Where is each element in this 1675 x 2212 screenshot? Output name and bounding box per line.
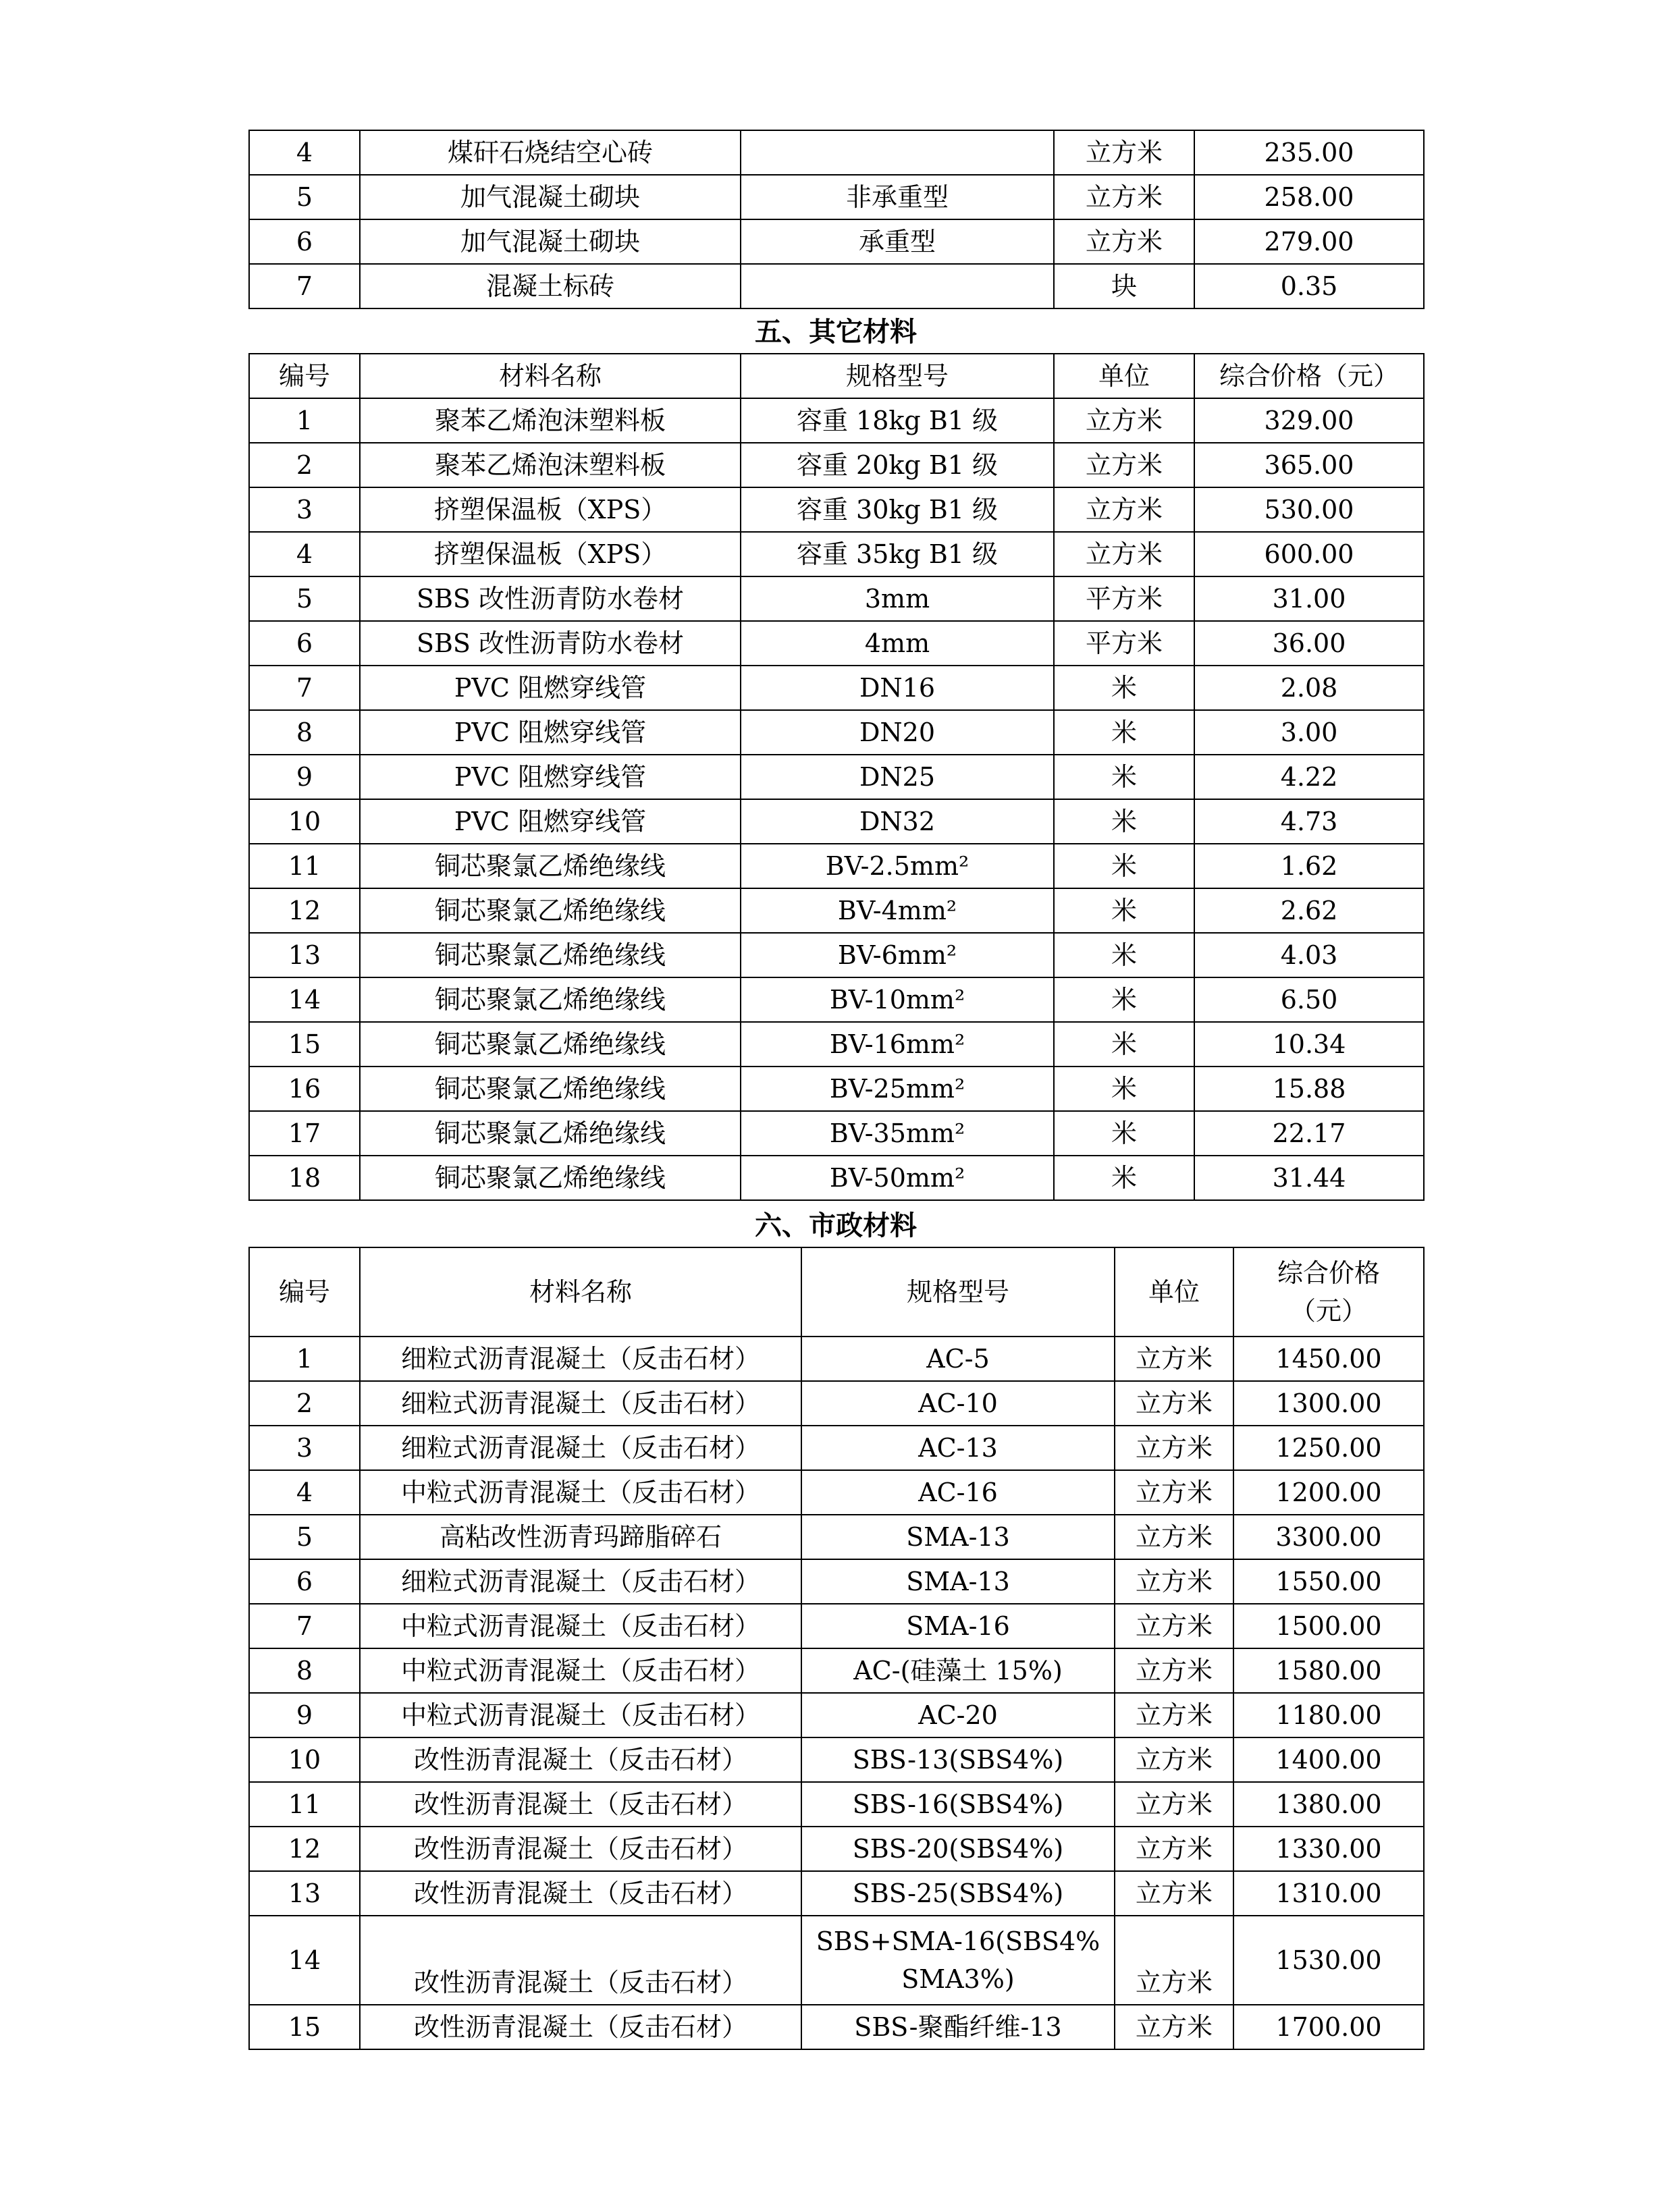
table-row: [249, 1827, 1424, 1871]
cell-price: 1330.00: [1233, 1827, 1424, 1871]
cell-spec: AC-13: [801, 1426, 1115, 1470]
header-unit: 单位: [1115, 1247, 1233, 1337]
cell-name: 中粒式沥青混凝土（反击石材）: [360, 1693, 801, 1737]
cell-unit: 米: [1054, 755, 1194, 799]
cell-no: 7: [249, 666, 360, 710]
cell-unit: 立方米: [1115, 1515, 1233, 1559]
cell-spec: SMA-16: [801, 1604, 1115, 1648]
cell-name: 细粒式沥青混凝土（反击石材）: [360, 1337, 801, 1381]
cell-name: SBS 改性沥青防水卷材: [360, 621, 741, 666]
cell-spec: DN32: [741, 799, 1054, 844]
cell-no: 8: [249, 710, 360, 755]
cell-no: 5: [249, 175, 360, 219]
cell-spec-line2: SMA3%): [901, 1964, 1015, 1994]
cell-name: 改性沥青混凝土（反击石材）: [360, 1737, 801, 1782]
cell-spec: 容重 20kg B1 级: [741, 443, 1054, 487]
cell-spec: BV-10mm²: [741, 977, 1054, 1022]
cell-spec: BV-50mm²: [741, 1156, 1054, 1200]
cell-unit: 米: [1054, 666, 1194, 710]
cell-unit: 立方米: [1115, 1470, 1233, 1515]
cell-spec: SBS-13(SBS4%): [801, 1737, 1115, 1782]
cell-no: 14: [249, 1916, 360, 2005]
cell-unit: 立方米: [1115, 1693, 1233, 1737]
other-materials-table: [248, 353, 1425, 1201]
cell-name: 高粘改性沥青玛蹄脂碎石: [360, 1515, 801, 1559]
cell-name: 改性沥青混凝土（反击石材）: [360, 2005, 801, 2049]
cell-spec: SBS-聚酯纤维-13: [801, 2005, 1115, 2049]
cell-price: 3.00: [1194, 710, 1424, 755]
table-row: [249, 1022, 1424, 1067]
cell-unit: 米: [1054, 977, 1194, 1022]
table-row: [249, 1871, 1424, 1916]
cell-name: 中粒式沥青混凝土（反击石材）: [360, 1470, 801, 1515]
cell-unit: 立方米: [1115, 1916, 1233, 2005]
cell-price: 600.00: [1194, 532, 1424, 576]
cell-unit: 立方米: [1115, 1337, 1233, 1381]
cell-name: 改性沥青混凝土（反击石材）: [360, 1827, 801, 1871]
table-row: [249, 487, 1424, 532]
table-row: [249, 264, 1424, 308]
cell-price: 1300.00: [1233, 1381, 1424, 1426]
cell-price: 15.88: [1194, 1067, 1424, 1111]
cell-price: 1400.00: [1233, 1737, 1424, 1782]
table-row: [249, 1916, 1424, 2005]
cell-price: 365.00: [1194, 443, 1424, 487]
cell-name: 铜芯聚氯乙烯绝缘线: [360, 888, 741, 933]
cell-unit: 米: [1054, 888, 1194, 933]
table-row: [249, 576, 1424, 621]
cell-unit: 米: [1054, 844, 1194, 888]
cell-price: 1.62: [1194, 844, 1424, 888]
table-row: [249, 1426, 1424, 1470]
cell-spec: AC-10: [801, 1381, 1115, 1426]
cell-name: 改性沥青混凝土（反击石材）: [360, 1871, 801, 1916]
cell-price: 0.35: [1194, 264, 1424, 308]
cell-no: 2: [249, 443, 360, 487]
cell-name: 铜芯聚氯乙烯绝缘线: [360, 977, 741, 1022]
cell-price: 4.73: [1194, 799, 1424, 844]
cell-spec: AC-20: [801, 1693, 1115, 1737]
cell-name: PVC 阻燃穿线管: [360, 799, 741, 844]
cell-price: 329.00: [1194, 398, 1424, 443]
cell-name: 聚苯乙烯泡沫塑料板: [360, 398, 741, 443]
table-row: [249, 621, 1424, 666]
cell-no: 15: [249, 1022, 360, 1067]
cell-no: 7: [249, 264, 360, 308]
cell-no: 1: [249, 398, 360, 443]
section-title-municipal-materials: 六、市政材料: [755, 1210, 917, 1241]
cell-no: 4: [249, 130, 360, 175]
table-row: [249, 1381, 1424, 1426]
table-row: [249, 888, 1424, 933]
table-row: [249, 219, 1424, 264]
table-row: [249, 799, 1424, 844]
cell-price: 4.03: [1194, 933, 1424, 977]
table-row: [249, 1559, 1424, 1604]
cell-spec: SMA-13: [801, 1515, 1115, 1559]
cell-no: 2: [249, 1381, 360, 1426]
header-spec: 规格型号: [741, 354, 1054, 398]
cell-spec: SBS-16(SBS4%): [801, 1782, 1115, 1827]
cell-unit: 立方米: [1115, 1871, 1233, 1916]
header-spec: 规格型号: [801, 1247, 1115, 1337]
cell-name: 煤矸石烧结空心砖: [360, 130, 741, 175]
cell-price: 1580.00: [1233, 1648, 1424, 1693]
cell-no: 4: [249, 1470, 360, 1515]
cell-price: 1530.00: [1233, 1916, 1424, 2005]
cell-no: 16: [249, 1067, 360, 1111]
cell-no: 12: [249, 1827, 360, 1871]
header-price: [1233, 1247, 1424, 1337]
table-row: [249, 1111, 1424, 1156]
cell-name: 改性沥青混凝土（反击石材）: [360, 1782, 801, 1827]
cell-price: 1180.00: [1233, 1693, 1424, 1737]
municipal-materials-table: [248, 1247, 1425, 2050]
section-title-other-materials: 五、其它材料: [755, 317, 917, 348]
cell-price: 530.00: [1194, 487, 1424, 532]
table-row: [249, 130, 1424, 175]
cell-spec: BV-4mm²: [741, 888, 1054, 933]
cell-name: 挤塑保温板（XPS）: [360, 532, 741, 576]
cell-name: 铜芯聚氯乙烯绝缘线: [360, 1111, 741, 1156]
cell-price: 1550.00: [1233, 1559, 1424, 1604]
cell-price: 31.00: [1194, 576, 1424, 621]
header-no: 编号: [249, 1247, 360, 1337]
cell-unit: 立方米: [1054, 487, 1194, 532]
cell-unit: 立方米: [1054, 130, 1194, 175]
cell-name: 铜芯聚氯乙烯绝缘线: [360, 1156, 741, 1200]
cell-no: 9: [249, 755, 360, 799]
cell-name: 挤塑保温板（XPS）: [360, 487, 741, 532]
table-row: [249, 1067, 1424, 1111]
cell-name: 铜芯聚氯乙烯绝缘线: [360, 1022, 741, 1067]
cell-price: 22.17: [1194, 1111, 1424, 1156]
header-name: 材料名称: [360, 354, 741, 398]
table-header-row: [249, 354, 1424, 398]
table-row: [249, 977, 1424, 1022]
cell-price: 1380.00: [1233, 1782, 1424, 1827]
cell-spec: SBS-20(SBS4%): [801, 1827, 1115, 1871]
cell-unit: 立方米: [1115, 1426, 1233, 1470]
cell-name: 改性沥青混凝土（反击石材）: [360, 1916, 801, 2005]
cell-price: 2.08: [1194, 666, 1424, 710]
header-price: 综合价格（元）: [1194, 354, 1424, 398]
header-no: 编号: [249, 354, 360, 398]
cell-no: 13: [249, 1871, 360, 1916]
cell-unit: 立方米: [1115, 1782, 1233, 1827]
cell-spec: 容重 30kg B1 级: [741, 487, 1054, 532]
table-row: [249, 1604, 1424, 1648]
cell-no: 6: [249, 1559, 360, 1604]
cell-price: 10.34: [1194, 1022, 1424, 1067]
table-row: [249, 1337, 1424, 1381]
cell-unit: 米: [1054, 933, 1194, 977]
header-price-line1: 综合价格: [1277, 1258, 1380, 1288]
cell-price: 31.44: [1194, 1156, 1424, 1200]
cell-name: 细粒式沥青混凝土（反击石材）: [360, 1426, 801, 1470]
cell-spec: AC-(硅藻土 15%): [801, 1648, 1115, 1693]
cell-spec: [741, 264, 1054, 308]
table-row: [249, 1515, 1424, 1559]
cell-spec: 承重型: [741, 219, 1054, 264]
table-row: [249, 175, 1424, 219]
table-row: [249, 2005, 1424, 2049]
table-row: [249, 1470, 1424, 1515]
cell-spec: DN20: [741, 710, 1054, 755]
cell-price: 2.62: [1194, 888, 1424, 933]
cell-name: 混凝土标砖: [360, 264, 741, 308]
table-row: [249, 844, 1424, 888]
table-row: [249, 398, 1424, 443]
cell-spec: 3mm: [741, 576, 1054, 621]
cell-spec: BV-6mm²: [741, 933, 1054, 977]
cell-no: 4: [249, 532, 360, 576]
cell-spec: BV-25mm²: [741, 1067, 1054, 1111]
cell-spec: 容重 35kg B1 级: [741, 532, 1054, 576]
cell-spec: 4mm: [741, 621, 1054, 666]
cell-price: 279.00: [1194, 219, 1424, 264]
cell-no: 15: [249, 2005, 360, 2049]
cell-spec: BV-16mm²: [741, 1022, 1054, 1067]
cell-price: 258.00: [1194, 175, 1424, 219]
cell-no: 6: [249, 219, 360, 264]
cell-no: 11: [249, 844, 360, 888]
header-name: 材料名称: [360, 1247, 801, 1337]
cell-name: 铜芯聚氯乙烯绝缘线: [360, 844, 741, 888]
cell-unit: 米: [1054, 1156, 1194, 1200]
cell-name: 加气混凝土砌块: [360, 219, 741, 264]
cell-no: 10: [249, 799, 360, 844]
cell-no: 18: [249, 1156, 360, 1200]
cell-name: 铜芯聚氯乙烯绝缘线: [360, 1067, 741, 1111]
cell-name: 加气混凝土砌块: [360, 175, 741, 219]
cell-price: 1500.00: [1233, 1604, 1424, 1648]
cell-unit: 立方米: [1054, 175, 1194, 219]
cell-unit: 平方米: [1054, 621, 1194, 666]
cell-unit: 立方米: [1054, 398, 1194, 443]
cell-unit: 米: [1054, 1067, 1194, 1111]
cell-no: 17: [249, 1111, 360, 1156]
cell-spec: DN16: [741, 666, 1054, 710]
table-row: [249, 532, 1424, 576]
header-unit: 单位: [1054, 354, 1194, 398]
cell-unit: 立方米: [1115, 1827, 1233, 1871]
cell-price: 1310.00: [1233, 1871, 1424, 1916]
cell-price: 235.00: [1194, 130, 1424, 175]
cell-name: SBS 改性沥青防水卷材: [360, 576, 741, 621]
cell-spec: BV-35mm²: [741, 1111, 1054, 1156]
cell-name: PVC 阻燃穿线管: [360, 710, 741, 755]
cell-no: 14: [249, 977, 360, 1022]
cell-spec: DN25: [741, 755, 1054, 799]
table-row: [249, 755, 1424, 799]
table-row: [249, 933, 1424, 977]
cell-spec: AC-5: [801, 1337, 1115, 1381]
table-row: [249, 443, 1424, 487]
cell-spec: 容重 18kg B1 级: [741, 398, 1054, 443]
table-row: [249, 1693, 1424, 1737]
cell-name: 聚苯乙烯泡沫塑料板: [360, 443, 741, 487]
cell-name: 铜芯聚氯乙烯绝缘线: [360, 933, 741, 977]
cell-price: 4.22: [1194, 755, 1424, 799]
cell-unit: 立方米: [1054, 443, 1194, 487]
cell-price: 1200.00: [1233, 1470, 1424, 1515]
cell-spec: SMA-13: [801, 1559, 1115, 1604]
cell-unit: 立方米: [1115, 1559, 1233, 1604]
cell-no: 5: [249, 1515, 360, 1559]
cell-spec-line1: SBS+SMA-16(SBS4%: [816, 1926, 1100, 1956]
table-header-row: [249, 1247, 1424, 1337]
cell-name: 中粒式沥青混凝土（反击石材）: [360, 1604, 801, 1648]
cell-no: 7: [249, 1604, 360, 1648]
cell-no: 5: [249, 576, 360, 621]
cell-unit: 立方米: [1054, 219, 1194, 264]
cell-price: 36.00: [1194, 621, 1424, 666]
cell-unit: 立方米: [1115, 1737, 1233, 1782]
table-row: [249, 1156, 1424, 1200]
materials-table-continued: [248, 130, 1425, 309]
table-row: [249, 666, 1424, 710]
cell-unit: 米: [1054, 799, 1194, 844]
cell-name: 细粒式沥青混凝土（反击石材）: [360, 1381, 801, 1426]
cell-no: 12: [249, 888, 360, 933]
cell-name: 中粒式沥青混凝土（反击石材）: [360, 1648, 801, 1693]
cell-unit: 立方米: [1115, 1381, 1233, 1426]
cell-unit: 米: [1054, 1111, 1194, 1156]
cell-unit: 立方米: [1115, 1604, 1233, 1648]
table-row: [249, 710, 1424, 755]
table-row: [249, 1648, 1424, 1693]
cell-no: 6: [249, 621, 360, 666]
header-price-line2: （元）: [1290, 1296, 1367, 1326]
cell-unit: 立方米: [1115, 2005, 1233, 2049]
cell-spec: 非承重型: [741, 175, 1054, 219]
cell-no: 3: [249, 487, 360, 532]
cell-unit: 米: [1054, 710, 1194, 755]
cell-price: 6.50: [1194, 977, 1424, 1022]
table-row: [249, 1737, 1424, 1782]
cell-spec: [801, 1916, 1115, 2005]
table-row: [249, 1782, 1424, 1827]
cell-spec: [741, 130, 1054, 175]
cell-no: 3: [249, 1426, 360, 1470]
cell-name: PVC 阻燃穿线管: [360, 666, 741, 710]
cell-no: 10: [249, 1737, 360, 1782]
cell-name: 细粒式沥青混凝土（反击石材）: [360, 1559, 801, 1604]
cell-unit: 立方米: [1115, 1648, 1233, 1693]
cell-price: 1450.00: [1233, 1337, 1424, 1381]
cell-no: 11: [249, 1782, 360, 1827]
cell-name: PVC 阻燃穿线管: [360, 755, 741, 799]
cell-no: 13: [249, 933, 360, 977]
cell-unit: 米: [1054, 1022, 1194, 1067]
cell-unit: 立方米: [1054, 532, 1194, 576]
cell-price: 1250.00: [1233, 1426, 1424, 1470]
cell-no: 1: [249, 1337, 360, 1381]
cell-no: 9: [249, 1693, 360, 1737]
cell-unit: 平方米: [1054, 576, 1194, 621]
cell-spec: BV-2.5mm²: [741, 844, 1054, 888]
cell-unit: 块: [1054, 264, 1194, 308]
cell-no: 8: [249, 1648, 360, 1693]
cell-price: 1700.00: [1233, 2005, 1424, 2049]
cell-spec: SBS-25(SBS4%): [801, 1871, 1115, 1916]
cell-spec: AC-16: [801, 1470, 1115, 1515]
cell-price: 3300.00: [1233, 1515, 1424, 1559]
